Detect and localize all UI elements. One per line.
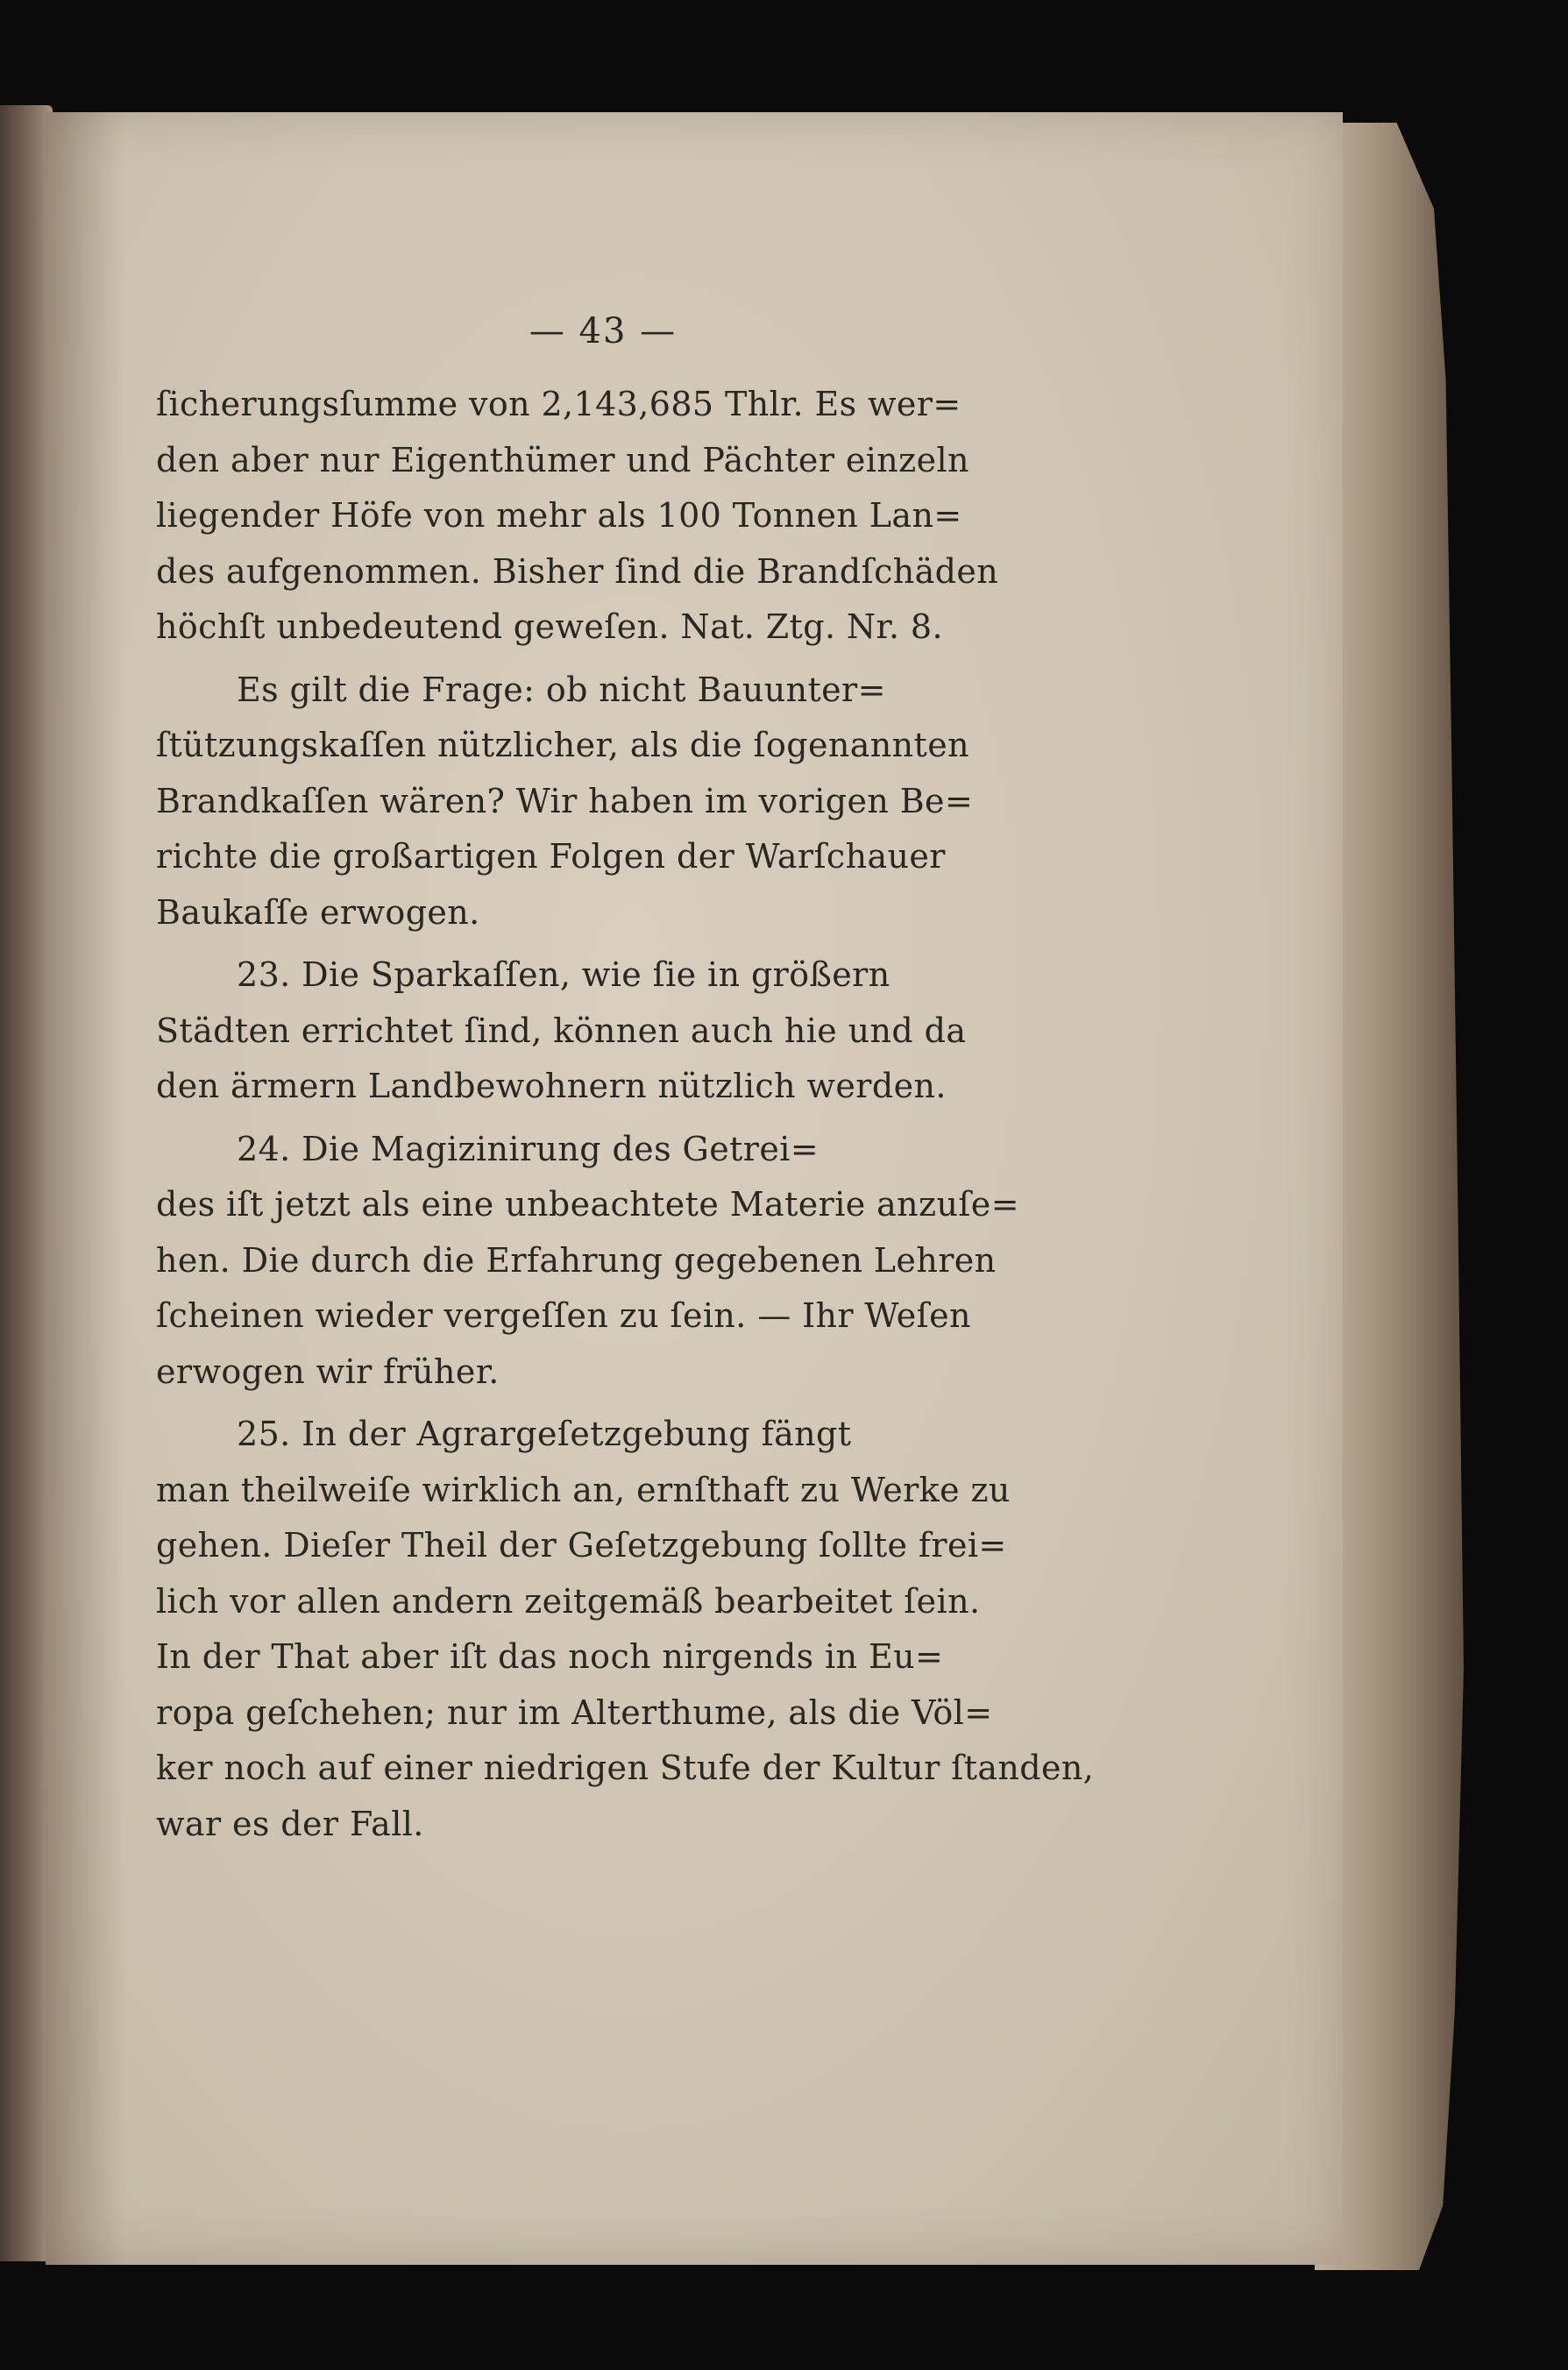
text-line: Brandkaſſen wären? Wir haben im vorigen Be=	[156, 781, 974, 820]
page-gutter-shadow	[46, 112, 124, 2265]
text-line: Städten errichtet ſind, können auch hie und da	[156, 1011, 967, 1050]
text-line: des aufgenommen. Bisher ſind die Brandſchäden	[156, 551, 999, 591]
page-text	[156, 305, 1095, 1852]
text-line: ſcheinen wieder vergeſſen zu ſein. — Ihr Weſen	[156, 1296, 971, 1335]
text-line: ſtützungskaſſen nützlicher, als die ſogenannten	[156, 726, 969, 764]
previous-page-edge	[0, 105, 53, 2261]
text-line: In der That aber iſt das noch nirgends in Eu=	[156, 1637, 944, 1676]
text-line: liegender Höfe von mehr als 100 Tonnen Lan=	[156, 496, 962, 535]
text-line: ropa geſchehen; nur im Alterthume, als die Völ=	[156, 1692, 993, 1732]
section-24-heading-line: 24. Die Magizinirung des Getrei=	[237, 1129, 819, 1168]
text-line: den ärmern Landbewohnern nützlich werden.	[156, 1067, 947, 1105]
text-line: ſicherungsſumme von 2,143,685 Thlr. Es wer=	[156, 385, 961, 423]
text-line: ker noch auf einer niedrigen Stufe der Kultur ſtanden,	[156, 1749, 1095, 1787]
text-line: des iſt jetzt als eine unbeachtete Materie anzuſe=	[156, 1185, 1019, 1224]
section-23-heading-line: 23. Die Sparkaſſen, wie ſie in größern	[237, 955, 890, 994]
text-line: richte die großartigen Folgen der Warſchauer	[156, 837, 946, 876]
text-line: gehen. Dieſer Theil der Geſetzgebung ſollte frei=	[156, 1526, 1007, 1565]
text-line: höchſt unbedeutend geweſen. Nat. Ztg. Nr. 8.	[156, 607, 943, 646]
text-line: den aber nur Eigenthümer und Pächter einzeln	[156, 440, 969, 479]
paragraph-first-line: Es gilt die Frage: ob nicht Bauunter=	[237, 670, 886, 709]
text-line: erwogen wir früher.	[156, 1352, 500, 1391]
text-line: Baukaſſe erwogen.	[156, 892, 480, 932]
text-line: hen. Die durch die Erfahrung gegebenen Lehren	[156, 1240, 997, 1280]
page-number: — 43 —	[529, 311, 678, 351]
text-line: man theilweiſe wirklich an, ernſthaft zu Werke zu	[156, 1470, 1011, 1509]
text-line: lich vor allen andern zeitgemäß bearbeitet ſein.	[156, 1581, 981, 1621]
text-line: war es der Fall.	[156, 1804, 424, 1843]
section-25-heading-line: 25. In der Agrargeſetzgebung fängt	[237, 1415, 852, 1453]
